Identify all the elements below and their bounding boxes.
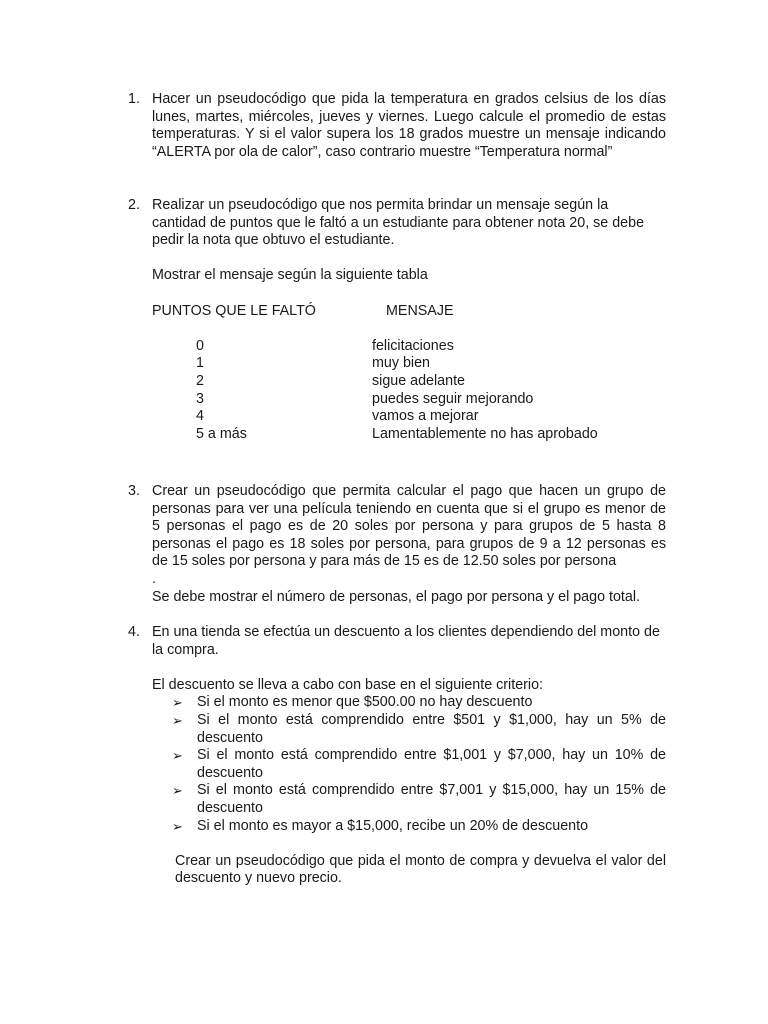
exercise-4 xyxy=(120,624,666,888)
table-row xyxy=(152,355,666,373)
list-item xyxy=(152,782,666,817)
table-cell-points: 3 xyxy=(196,390,204,407)
message-table xyxy=(152,338,666,444)
exercise-text: Realizar un pseudocódigo que nos permita brindar un mensaje según la cantidad de puntos que le faltó a un estudiante para obtener nota 20, se debe pedir la nota que obtuvo el estudiante. xyxy=(152,197,645,249)
exercise-text: Crear un pseudocódigo que permita calcular el pago que hacen un grupo de personas para ver una película teniendo en cuenta que si el grupo es menor de 5 personas el pago es de 20 soles por persona y para grupos de 5 hasta 8 personas el pago es 18 soles por persona, para grupos de 9 a 12 personas es de 15 soles por persona y para más de 15 es de 12.50 soles por persona xyxy=(152,483,666,570)
table-header-message: MENSAJE xyxy=(386,302,454,319)
table-cell-message: vamos a mejorar xyxy=(372,408,479,425)
criteria-text: Si el monto está comprendido entre $1,001 y $7,000, hay un 10% de descuento xyxy=(197,747,666,781)
table-cell-points: 0 xyxy=(196,337,204,354)
stray-dot: . xyxy=(152,570,156,587)
criteria-list xyxy=(152,694,666,835)
arrow-bullet-icon: ➢ xyxy=(172,748,183,764)
table-cell-message: puedes seguir mejorando xyxy=(372,390,534,407)
criteria-text: Si el monto está comprendido entre $501 y $1,000, hay un 5% de descuento xyxy=(197,711,666,746)
exercise-closing: Crear un pseudocódigo que pida el monto de compra y devuelva el valor del descuento y nuevo precio. xyxy=(175,852,666,887)
criteria-intro: El descuento se lleva a cabo con base en el siguiente criterio: xyxy=(152,676,544,693)
table-row xyxy=(152,426,666,444)
table-cell-message: felicitaciones xyxy=(372,337,454,354)
table-cell-message: sigue adelante xyxy=(372,372,466,389)
table-cell-points: 1 xyxy=(196,355,204,372)
exercise-2 xyxy=(120,197,666,443)
criteria-text: Si el monto es mayor a $15,000, recibe un 20% de descuento xyxy=(197,817,589,834)
criteria-text: Si el monto está comprendido entre $7,001 y $15,000, hay un 15% de descuento xyxy=(197,782,666,816)
table-cell-message: Lamentablemente no has aprobado xyxy=(372,425,598,442)
criteria-text: Si el monto es menor que $500.00 no hay descuento xyxy=(197,694,533,711)
list-item xyxy=(152,694,666,712)
arrow-bullet-icon: ➢ xyxy=(172,695,183,711)
arrow-bullet-icon: ➢ xyxy=(172,783,183,799)
table-header-points: PUNTOS QUE LE FALTÓ xyxy=(152,302,316,319)
list-item xyxy=(152,747,666,782)
list-item xyxy=(152,712,666,747)
list-item xyxy=(152,818,666,836)
table-cell-points: 2 xyxy=(196,372,204,389)
exercise-3 xyxy=(120,483,666,606)
table-cell-points: 4 xyxy=(196,408,204,425)
exercise-note: Se debe mostrar el número de personas, el pago por persona y el pago total. xyxy=(152,588,640,605)
exercise-number: 2. xyxy=(128,197,140,213)
arrow-bullet-icon: ➢ xyxy=(172,818,183,834)
exercise-text: En una tienda se efectúa un descuento a los clientes dependiendo del monto de la compra. xyxy=(152,624,660,658)
exercise-number: 1. xyxy=(128,91,140,107)
exercise-number: 3. xyxy=(128,483,140,499)
table-row xyxy=(152,338,666,356)
exercise-1 xyxy=(120,91,666,161)
table-row xyxy=(152,391,666,409)
table-row xyxy=(152,408,666,426)
table-header xyxy=(152,303,666,321)
table-cell-points: 5 a más xyxy=(196,425,247,442)
exercise-text: Hacer un pseudocódigo que pida la temperatura en grados celsius de los días lunes, martes, miércoles, jueves y viernes. Luego calcule el promedio de estas temperaturas. Y si el valor supera los 18 grados muestre un mensaje indicando “ALERTA por ola de calor”, caso contrario muestre “Temperatura normal” xyxy=(152,91,666,160)
exercise-number: 4. xyxy=(128,624,140,640)
table-intro: Mostrar el mensaje según la siguiente tabla xyxy=(152,267,428,284)
table-row xyxy=(152,373,666,391)
table-cell-message: muy bien xyxy=(372,355,431,372)
arrow-bullet-icon: ➢ xyxy=(172,712,183,728)
